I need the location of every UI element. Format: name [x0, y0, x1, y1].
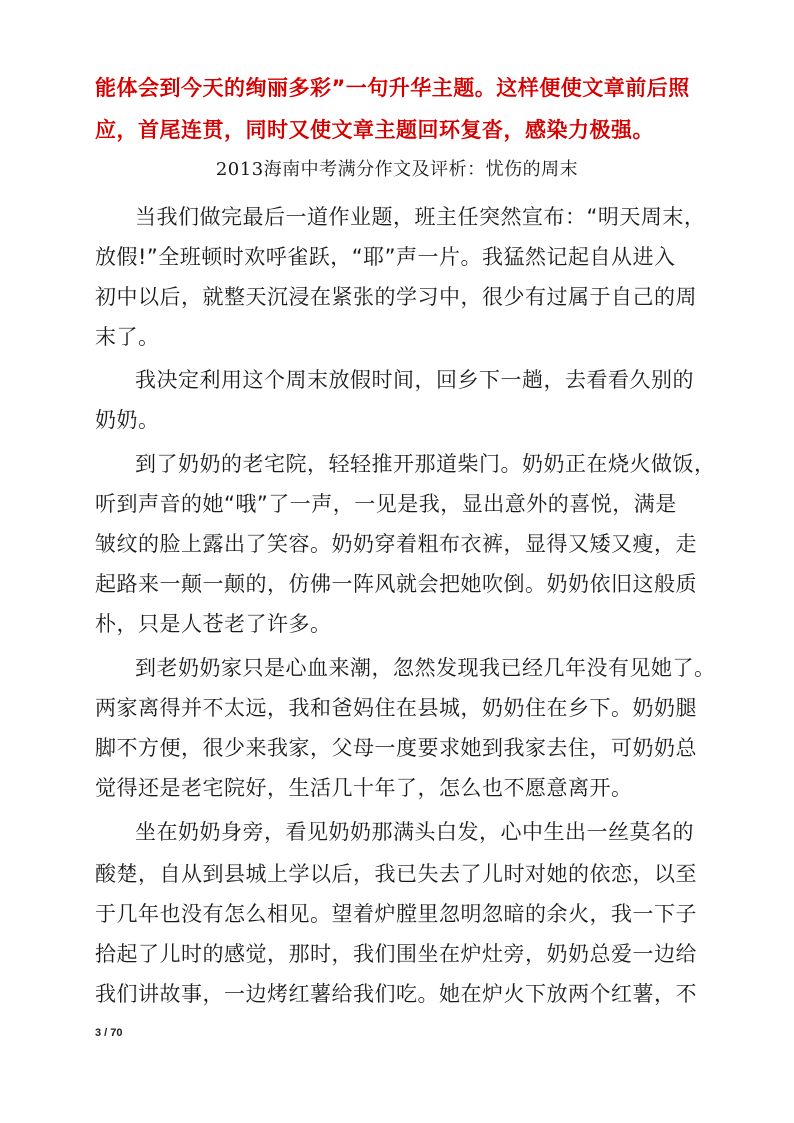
text-line: 听到声音的她“哦”了一声，一见是我，显出意外的喜悦，满是: [95, 492, 677, 516]
intro-line-1: 能体会到今天的绚丽多彩”一句升华主题。这样便使文章前后照: [95, 76, 690, 100]
text-line: 坐在奶奶身旁，看见奶奶那满头白发，心中生出一丝莫名的: [135, 820, 694, 844]
text-line: 皱纹的脸上露出了笑容。奶奶穿着粗布衣裤，显得又矮又瘦，走: [95, 532, 697, 556]
text-line: 当我们做完最后一道作业题，班主任突然宣布：“明天周末，: [135, 205, 706, 229]
text-line: 到老奶奶家只是心血来潮，忽然发现我已经几年没有见她了。: [135, 656, 716, 680]
text-line: 觉得还是老宅院好，生活几十年了，怎么也不愿意离开。: [95, 776, 633, 800]
intro-line-2: 应，首尾连贯，同时又使文章主题回环复沓，感染力极强。: [95, 118, 654, 142]
text-line: 起路来一颠一颠的，仿佛一阵风就会把她吹倒。奶奶依旧这般质: [95, 572, 697, 596]
text-line: 脚不方便，很少来我家，父母一度要求她到我家去住，可奶奶总: [95, 736, 697, 760]
page-number: 3 / 70: [95, 1027, 123, 1039]
text-line: 奶奶。: [95, 408, 160, 432]
text-line: 两家离得并不太远，我和爸妈住在县城，奶奶住在乡下。奶奶腿: [95, 696, 697, 720]
text-line: 于几年也没有怎么相见。望着炉膛里忽明忽暗的余火，我一下子: [95, 902, 697, 926]
essay-title: 2013海南中考满分作文及评析：忧伤的周末: [215, 159, 579, 180]
text-line: 末了。: [95, 325, 160, 349]
text-line: 酸楚，自从到县城上学以后，我已失去了儿时对她的依恋，以至: [95, 862, 697, 886]
text-line: 放假!”全班顿时欢呼雀跃，“耶”声一片。我猛然记起自从进入: [95, 245, 676, 269]
text-line: 朴，只是人苍老了许多。: [95, 612, 332, 636]
text-line: 我们讲故事，一边烤红薯给我们吃。她在炉火下放两个红薯，不: [95, 982, 697, 1006]
text-line: 拾起了儿时的感觉，那时，我们围坐在炉灶旁，奶奶总爱一边给: [95, 942, 697, 966]
text-line: 到了奶奶的老宅院，轻轻推开那道柴门。奶奶正在烧火做饭，: [135, 452, 716, 476]
text-line: 我决定利用这个周末放假时间，回乡下一趟，去看看久别的: [135, 368, 694, 392]
text-line: 初中以后，就整天沉浸在紧张的学习中，很少有过属于自己的周: [95, 285, 697, 309]
